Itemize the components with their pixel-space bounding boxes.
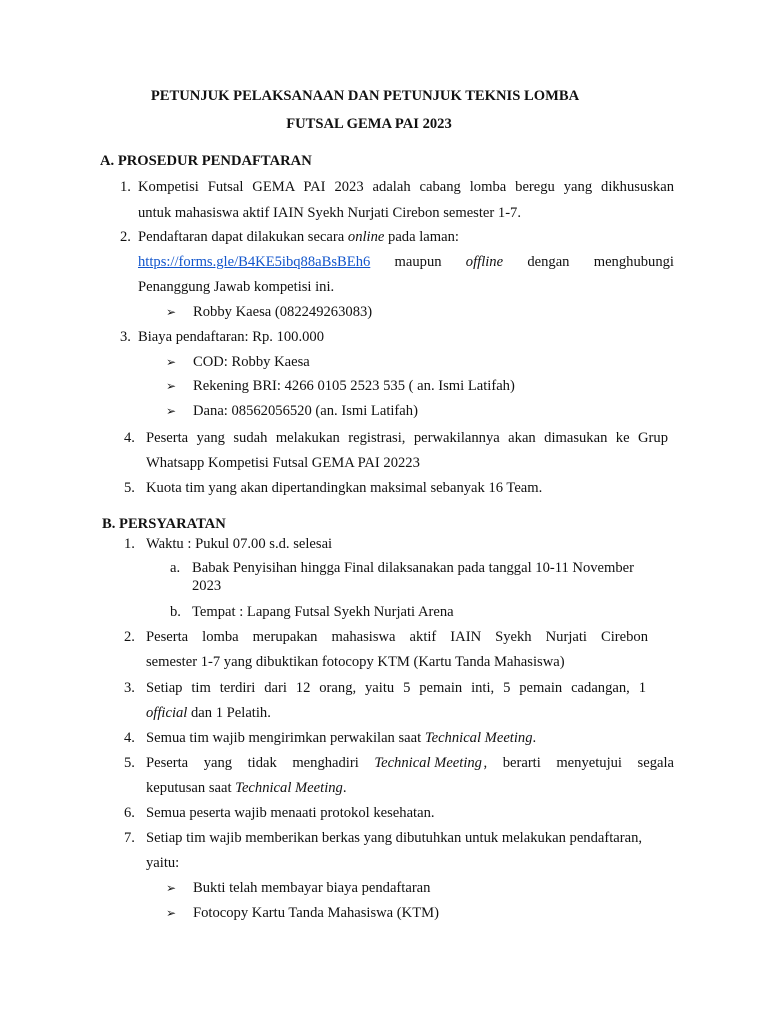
text-span: pada laman: [384, 229, 459, 245]
text-span: menghubungi [593, 254, 674, 270]
italic-text: online [347, 229, 385, 245]
arrow-bullet-icon: ➢ [166, 881, 177, 895]
list-item-text: Kuota tim yang akan dipertandingkan maksimal sebanyak 16 Team. [146, 480, 543, 496]
requirement-item: Bukti telah membayar biaya pendaftaran [193, 880, 431, 896]
sub-list-text: 2023 [192, 578, 222, 594]
arrow-bullet-icon: ➢ [166, 379, 177, 393]
italic-text: offline [465, 254, 504, 270]
list-number: 2. [120, 229, 131, 245]
text-span: dengan [527, 254, 570, 270]
italic-text: Technical Meeting [374, 755, 482, 771]
list-number: 4. [124, 430, 135, 446]
sub-list-text: Babak Penyisihan hingga Final dilaksanakan pada tanggal 10-11 November [192, 560, 635, 576]
list-item-text [138, 229, 459, 246]
text-span: segala [637, 755, 674, 771]
list-item-text: Biaya pendaftaran: Rp. 100.000 [138, 329, 325, 345]
list-item-text [146, 780, 347, 797]
payment-option: Rekening BRI: 4266 0105 2523 535 ( an. Ismi Latifah) [193, 378, 515, 394]
italic-text: Technical Meeting [424, 730, 533, 746]
list-item-text [146, 705, 271, 722]
list-number: 3. [124, 680, 135, 696]
text-span: . [532, 730, 537, 746]
italic-text: official [146, 705, 188, 721]
arrow-bullet-icon: ➢ [166, 906, 177, 920]
text-span: . [342, 780, 347, 796]
text-span: maupun [394, 254, 442, 270]
italic-text: Technical Meeting [235, 780, 343, 796]
arrow-bullet-icon: ➢ [166, 355, 177, 369]
list-item-text: Waktu : Pukul 07.00 s.d. selesai [146, 536, 333, 552]
payment-option: Dana: 08562056520 (an. Ismi Latifah) [193, 403, 418, 419]
list-item-text: Setiap tim wajib memberikan berkas yang dibutuhkan untuk melakukan pendaftaran, [146, 830, 643, 846]
sub-list-label: a. [170, 560, 181, 576]
sub-list-text: Tempat : Lapang Futsal Syekh Nurjati Arena [192, 604, 454, 620]
list-item-line [146, 755, 674, 772]
text-span: yang [203, 755, 233, 771]
list-item-text: Peserta yang sudah melakukan registrasi, perwakilannya akan dimasukan ke Grup [146, 430, 668, 446]
text-span: berarti [502, 755, 541, 771]
text-span: menyetujui [556, 755, 622, 771]
text-span: Semua tim wajib mengirimkan perwakilan saat [146, 730, 425, 746]
list-item-text: semester 1-7 yang dibuktikan fotocopy KTM (Kartu Tanda Mahasiswa) [146, 654, 565, 670]
list-number: 7. [124, 830, 135, 846]
contact-text: Robby Kaesa (082249263083) [193, 304, 373, 320]
requirement-item: Fotocopy Kartu Tanda Mahasiswa (KTM) [193, 905, 439, 921]
list-item-text: Kompetisi Futsal GEMA PAI 2023 adalah cabang lomba beregu yang dikhususkan [138, 179, 674, 195]
section-a-heading: A. PROSEDUR PENDAFTARAN [100, 153, 312, 169]
list-number: 5. [124, 755, 135, 771]
list-number: 3. [120, 329, 131, 345]
list-item-text: untuk mahasiswa aktif IAIN Syekh Nurjati Cirebon semester 1-7. [138, 205, 522, 221]
list-item-text: Whatsapp Kompetisi Futsal GEMA PAI 20223 [146, 455, 420, 471]
document-title-line2: FUTSAL GEMA PAI 2023 [286, 116, 452, 132]
list-item-text: Penanggung Jawab kompetisi ini. [138, 279, 335, 295]
registration-link[interactable]: https://forms.gle/B4KE5ibq88aBsBEh6 [138, 254, 371, 270]
payment-option: COD: Robby Kaesa [193, 354, 310, 370]
list-number: 4. [124, 730, 135, 746]
section-b-heading: B. PERSYARATAN [102, 516, 226, 532]
text-span: keputusan saat [146, 780, 236, 796]
list-item-text: Setiap tim terdiri dari 12 orang, yaitu 5 pemain inti, 5 pemain cadangan, 1 [146, 680, 646, 696]
list-number: 2. [124, 629, 135, 645]
list-item-line [138, 254, 674, 271]
list-item-text: yaitu: [146, 855, 180, 871]
list-item-text [146, 730, 536, 747]
text-span: , [483, 755, 488, 771]
text-span: menghadiri [292, 755, 359, 771]
text-span: Pendaftaran dapat dilakukan secara [138, 229, 348, 245]
text-span: dan 1 Pelatih. [187, 705, 271, 721]
list-number: 1. [124, 536, 135, 552]
arrow-bullet-icon: ➢ [166, 305, 177, 319]
sub-list-label: b. [170, 604, 181, 620]
document-title-line1: PETUNJUK PELAKSANAAN DAN PETUNJUK TEKNIS LOMBA [150, 88, 580, 104]
list-item-text: Semua peserta wajib menaati protokol kesehatan. [146, 805, 435, 821]
list-number: 5. [124, 480, 135, 496]
arrow-bullet-icon: ➢ [166, 404, 177, 418]
list-number: 1. [120, 179, 131, 195]
list-number: 6. [124, 805, 135, 821]
text-span: tidak [247, 755, 277, 771]
list-item-text: Peserta lomba merupakan mahasiswa aktif IAIN Syekh Nurjati Cirebon [146, 629, 648, 645]
text-span: Peserta [146, 755, 189, 771]
